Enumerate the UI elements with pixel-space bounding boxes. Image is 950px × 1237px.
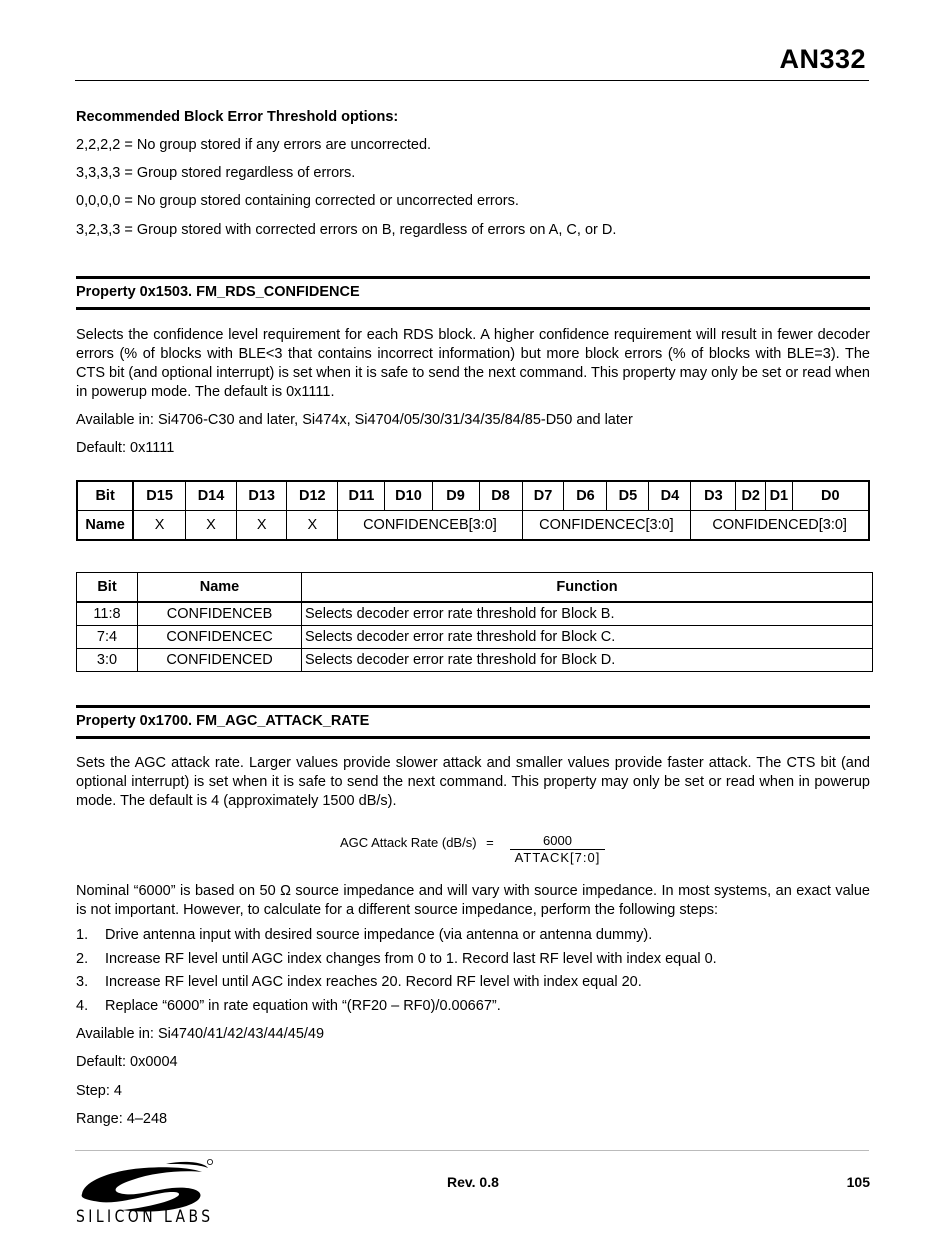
page-number: 105: [846, 1174, 870, 1190]
field-name: CONFIDENCED: [138, 649, 302, 672]
field-name: CONFIDENCEB: [138, 602, 302, 626]
bit-range: 3:0: [77, 649, 138, 672]
field-confidenceb: CONFIDENCEB[3:0]: [338, 511, 522, 541]
field-confidenced: CONFIDENCED[3:0]: [691, 511, 869, 541]
availability: Available in: Si4740/41/42/43/44/45/49: [76, 1026, 325, 1042]
table-row: [77, 649, 873, 672]
bit-cell: D6: [564, 481, 607, 511]
reserved-bit: X: [185, 511, 236, 541]
threshold-heading: Recommended Block Error Threshold options:: [76, 109, 399, 125]
table-header-row: [77, 573, 873, 603]
field-confidencec: CONFIDENCEC[3:0]: [522, 511, 691, 541]
step-number: 3.: [76, 974, 89, 990]
step-number: 2.: [76, 950, 89, 967]
bit-cell: D8: [479, 481, 522, 511]
bit-range: 7:4: [77, 626, 138, 649]
threshold-option: 2,2,2,2 = No group stored if any errors are uncorrected.: [76, 137, 432, 153]
row-label: Bit: [77, 481, 133, 511]
bit-cell: D4: [649, 481, 691, 511]
threshold-option: 0,0,0,0 = No group stored containing corrected or uncorrected errors.: [76, 193, 519, 209]
reserved-bit: X: [133, 511, 185, 541]
threshold-option: 3,2,3,3 = Group stored with corrected errors on B, regardless of errors on A, C, or D.: [76, 222, 617, 238]
list-item: [76, 927, 717, 951]
table-row: [77, 626, 873, 649]
field-function: Selects decoder error rate threshold for Block B.: [302, 602, 873, 626]
step-number: 1.: [76, 927, 89, 943]
default-value: Default: 0x1111: [76, 440, 175, 456]
column-header-name: Name: [138, 573, 302, 603]
field-function: Selects decoder error rate threshold for Block D.: [302, 649, 873, 672]
availability: Available in: Si4706-C30 and later, Si474x, Si4704/05/30/31/34/35/84/85-D50 and later: [76, 412, 633, 428]
property-title-box: [76, 276, 870, 310]
reserved-bit: X: [237, 511, 287, 541]
row-label: Name: [77, 511, 133, 541]
range-value: Range: 4–248: [76, 1111, 168, 1127]
formula-fraction: [510, 833, 605, 865]
list-item: [76, 998, 717, 1022]
register-bit-table: [76, 480, 870, 541]
reserved-bit: X: [287, 511, 338, 541]
bit-cell: D15: [133, 481, 185, 511]
formula-numerator: 6000: [510, 833, 605, 850]
revision-label: Rev. 0.8: [447, 1174, 499, 1190]
property-title-box: [76, 705, 870, 739]
table-row: [77, 602, 873, 626]
field-name: CONFIDENCEC: [138, 626, 302, 649]
document-code: AN332: [779, 44, 866, 74]
step-number: 4.: [76, 997, 89, 1014]
nominal-paragraph: Nominal “6000” is based on 50 Ω source impedance and will vary with source impedance. In most systems, an exact value is not important. However, to calculate for a different source impedance, perform the following steps:: [76, 883, 870, 918]
list-item: [76, 951, 717, 975]
formula-denominator: ATTACK[7:0]: [514, 850, 601, 865]
property-description: Selects the confidence level requirement for each RDS block. A higher confidence requirement will result in fewer decoder errors (% of blocks with BLE<3 that contains incorrect information) but more block errors (% of blocks with BLE=3). The CTS bit (and optional interrupt) is set when it is safe to send the next command. This property may only be set or read when in powerup mode. The default is 0x1111.: [76, 327, 870, 400]
bit-cell: D5: [607, 481, 649, 511]
step-text: Replace “6000” in rate equation with “(RF20 – RF0)/0.00667”.: [105, 997, 501, 1014]
step-text: Increase RF level until AGC index reaches 20. Record RF level with index equal 20.: [105, 974, 642, 990]
default-value: Default: 0x0004: [76, 1054, 178, 1070]
bit-cell: D10: [385, 481, 432, 511]
bit-cell: D7: [522, 481, 564, 511]
attack-rate-formula: [340, 833, 601, 865]
bit-range: 11:8: [77, 602, 138, 626]
step-value: Step: 4: [76, 1083, 122, 1099]
name-row: [77, 511, 869, 541]
bit-cell: D11: [338, 481, 385, 511]
footer-rule: [75, 1150, 869, 1151]
header-rule: [75, 80, 869, 81]
column-header-bit: Bit: [77, 573, 138, 603]
procedure-steps: [76, 927, 717, 1021]
bit-cell: D0: [792, 481, 869, 511]
list-item: [76, 974, 717, 998]
threshold-option: 3,3,3,3 = Group stored regardless of errors.: [76, 165, 356, 181]
column-header-function: Function: [302, 573, 873, 603]
bit-cell: D3: [691, 481, 736, 511]
bit-cell: D9: [432, 481, 479, 511]
bit-cell: D13: [237, 481, 287, 511]
bit-cell: D12: [287, 481, 338, 511]
bit-cell: D2: [736, 481, 766, 511]
bit-cell: D14: [185, 481, 236, 511]
property-title: Property 0x1503. FM_RDS_CONFIDENCE: [76, 284, 360, 300]
logo-wordmark: SILICON LABS: [76, 1207, 214, 1227]
property-title: Property 0x1700. FM_AGC_ATTACK_RATE: [76, 713, 370, 729]
step-text: Drive antenna input with desired source impedance (via antenna or antenna dummy).: [105, 927, 653, 943]
property-description: Sets the AGC attack rate. Larger values provide slower attack and smaller values provide faster attack. The CTS bit (and optional interrupt) is set when it is safe to send the next command. This property may only be set or read when in powerup mode. The default is 4 (approximately 1500 dB/s).: [76, 755, 870, 809]
bit-cell: D1: [766, 481, 793, 511]
formula-equals: =: [486, 835, 494, 850]
step-text: Increase RF level until AGC index changes from 0 to 1. Record last RF level with index equal 0.: [105, 950, 717, 967]
bit-function-table: [76, 572, 873, 672]
field-function: Selects decoder error rate threshold for Block C.: [302, 626, 873, 649]
bit-row: [77, 481, 869, 511]
formula-lhs: AGC Attack Rate (dB/s): [340, 835, 477, 850]
